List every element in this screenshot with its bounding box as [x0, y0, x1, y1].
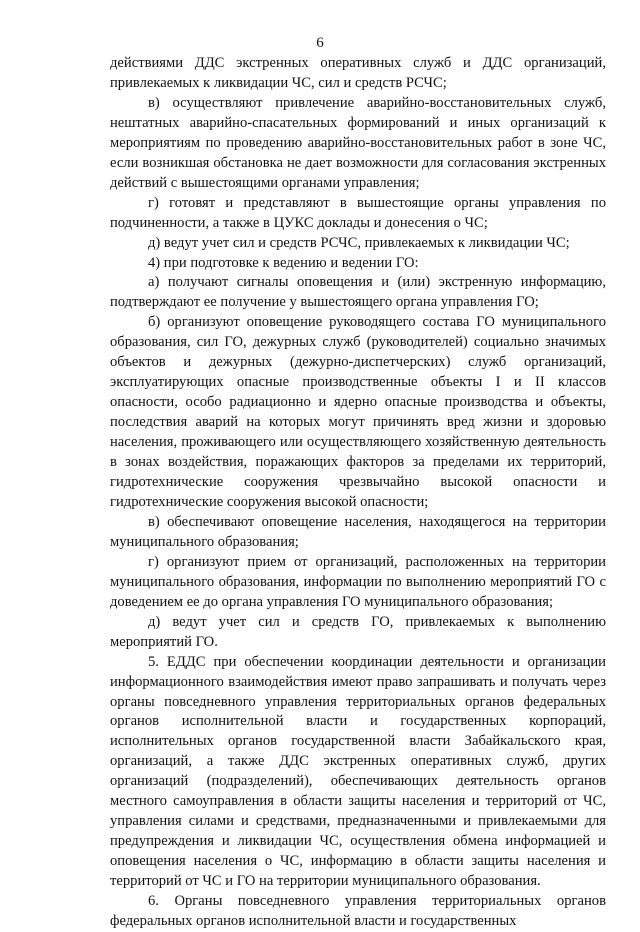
paragraph-item-g-reports: г) готовят и представляют в вышестоящие органы управления по подчиненности, а также в ЦУКС доклады и донесения о ЧС; [110, 194, 606, 231]
paragraph-item-d-go-accounting: д) ведут учет сил и средств ГО, привлекаемых к выполнению мероприятий ГО. [110, 613, 606, 650]
paragraph-point-5-edds-rights: 5. ЕДДС при обеспечении координации деятельности и организации информационного взаимодействия имеют право запрашивать и получать через органы повседневного управления территориальных органов федеральных органов исполнительной власти и государственных корпораций, исполнительных органов государственной власти Забайкальского края, организаций, а также ДДС экстренных оперативных служб, других организаций (подразделений), обеспечивающих деятельность органов местного самоуправления в области защиты населения и территорий от ЧС, управления силами и средствами, предназначенными и привлекаемыми для предупреждения и ликвидации ЧС, осуществления обмена информацией и оповещения населения о ЧС, информацию в области защиты населения и территорий от ЧС и ГО на территории муниципального образования. [110, 653, 606, 890]
paragraph-point-6-daily-management: 6. Органы повседневного управления территориальных органов федеральных органов исполнительной власти и государственных [110, 893, 606, 929]
page-number: 6 [316, 35, 324, 51]
paragraph-continuation: действиями ДДС экстренных оперативных служб и ДДС организаций, привлекаемых к ликвидации ЧС, сил и средств РСЧС; [110, 55, 606, 91]
paragraph-item-g-information-reception: г) организуют прием от организаций, расположенных на территории муниципального образования, информации по выполнению мероприятий ГО с доведением ее до органа управления ГО муниципального образования; [110, 553, 606, 610]
paragraph-item-d-rschs-accounting: д) ведут учет сил и средств РСЧС, привлекаемых к ликвидации ЧС; [148, 234, 570, 251]
paragraph-point-4-civil-defense: 4) при подготовке к ведению и ведении ГО: [148, 254, 419, 271]
paragraph-item-v-population-alert: в) обеспечивают оповещение населения, находящегося на территории муниципального образования; [110, 513, 606, 550]
paragraph-item-a-signals: а) получают сигналы оповещения и (или) экстренную информацию, подтверждают ее получение у вышестоящего органа управления ГО; [110, 274, 606, 311]
paragraph-item-b-notification: б) организуют оповещение руководящего состава ГО муниципального образования, сил ГО, дежурных служб (руководителей) социально значимых объектов и дежурных (дежурно-диспетчерских) служб организаций, эксплуатирующих опасные производственные объекты I и II классов опасности, особо радиационно и ядерно опасные производства и объекты, последствия аварий на которых могут причинять вред жизни и здоровью населения, проживающего или осуществляющего хозяйственную деятельность в зонах воздействия, поражающих факторов за пределами их территорий, гидротехнические сооружения чрезвычайно высокой опасности и гидротехнические сооружения высокой опасности; [110, 314, 606, 510]
document-body [110, 54, 606, 932]
paragraph-item-v-restoration-services: в) осуществляют привлечение аварийно-восстановительных служб, нештатных аварийно-спасательных формирований и иных организаций к мероприятиям по проведению аварийно-восстановительных работ в зоне ЧС, если возникшая обстановка не дает возможности для согласования экстренных действий с вышестоящими органами управления; [110, 94, 606, 191]
